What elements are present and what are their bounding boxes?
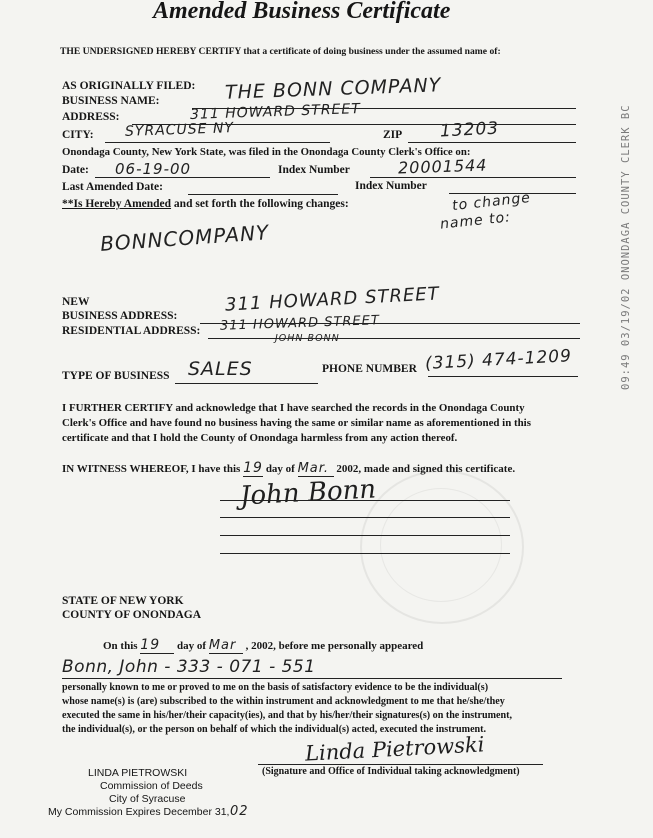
last-amended-label: Last Amended Date: <box>62 181 163 193</box>
witness-suffix: 2002, made and signed this certificate. <box>336 463 516 475</box>
ack-text-2: whose name(s) is (are) subscribed to the within instrument and acknowledgment to me that he/she/they <box>62 696 505 707</box>
filed-statement: Onondaga County, New York State, was filed in the Onondaga County Clerk's Office on: <box>62 146 471 158</box>
city-label: CITY: <box>62 129 94 141</box>
notary-title: Commission of Deeds <box>100 780 203 792</box>
phone-label: PHONE NUMBER <box>322 363 417 375</box>
new-name-value: BONNCOMPANY <box>99 220 270 256</box>
residential-address-line <box>208 338 580 339</box>
as-originally-filed-label: AS ORIGINALLY FILED: <box>62 80 196 92</box>
signature-caption: (Signature and Office of Individual taking acknowledgment) <box>262 766 520 777</box>
ack-month: Mar <box>209 638 243 654</box>
commission-year: 02 <box>230 804 249 819</box>
city-value: SYRACUSE NY <box>124 120 235 140</box>
appeared-value: Bonn, John - 333 - 071 - 551 <box>62 657 316 677</box>
clerk-filing-stamp <box>620 100 640 390</box>
index-number-label: Index Number <box>278 164 350 176</box>
amended-prefix: **Is Hereby Amended <box>62 198 172 210</box>
change-note-2: name to: <box>439 209 512 233</box>
further-certify-2: Clerk's Office and have found no business having the same or similar name as aforementioned in this <box>62 417 531 429</box>
ack-suffix: , 2002, before me personally appeared <box>245 640 424 652</box>
amended-statement <box>62 198 349 210</box>
witness-month: Mar. <box>298 461 334 477</box>
phone-line <box>428 376 578 377</box>
ack-text-4: the individual(s), or the person on behalf of which the individual(s) acted, executed the instrument. <box>62 724 487 735</box>
notary-signature-line <box>258 764 543 765</box>
last-amended-line <box>188 194 338 195</box>
business-address-label: BUSINESS ADDRESS: <box>62 310 178 322</box>
signature-line-3 <box>220 535 510 536</box>
residential-address-value: 311 HOWARD STREET <box>219 313 381 334</box>
witness-day-of: day of <box>265 463 295 475</box>
document-title: Amended Business Certificate <box>153 0 451 24</box>
further-certify-1: I FURTHER CERTIFY and acknowledge that I have searched the records in the Onondaga County <box>62 402 525 414</box>
clerk-stamp-text: 09:49 03/19/02 ONONDAGA COUNTY CLERK BC <box>620 104 632 390</box>
ack-statement <box>103 637 423 654</box>
phone-value: (315) 474-1209 <box>424 346 573 374</box>
signature-line-4 <box>220 553 510 554</box>
date-value: 06-19-00 <box>115 160 192 178</box>
owner-signature: John Bonn <box>239 474 377 512</box>
business-name-value: THE BONN COMPANY <box>224 74 442 104</box>
type-of-business-label: TYPE OF BUSINESS <box>62 370 170 382</box>
appeared-line <box>62 678 562 679</box>
notary-name: LINDA PIETROWSKI <box>88 767 188 779</box>
notary-seal-inner <box>380 488 502 602</box>
zip-label: ZIP <box>383 129 403 141</box>
commission-expires: My Commission Expires December 31, <box>48 806 230 818</box>
further-certify-3: certificate and that I hold the County of Onondaga harmless from any action thereof. <box>62 432 458 444</box>
date-label: Date: <box>62 164 89 176</box>
change-note-1: to change <box>451 189 532 215</box>
state-label: STATE OF NEW YORK <box>62 595 184 607</box>
notary-city: City of Syracuse <box>109 793 186 805</box>
intro-text: THE UNDERSIGNED HEREBY CERTIFY that a certificate of doing business under the assumed name of: <box>60 46 501 57</box>
address-label: ADDRESS: <box>62 111 120 123</box>
on-this-label: On this <box>103 640 138 652</box>
type-of-business-value: SALES <box>188 358 253 380</box>
county-label: COUNTY OF ONONDAGA <box>62 609 202 621</box>
index-number-label-2: Index Number <box>355 180 427 192</box>
zip-line <box>408 142 576 143</box>
notary-signature: Linda Pietrowski <box>304 732 485 766</box>
amended-suffix: and set forth the following changes: <box>173 198 349 210</box>
residential-name-value: JOHN BONN <box>275 333 340 344</box>
index-number-value: 20001544 <box>397 155 488 178</box>
ack-text-1: personally known to me or proved to me on the basis of satisfactory evidence to be the individual(s) <box>62 682 489 693</box>
signature-line-1 <box>220 500 510 501</box>
zip-value: 13203 <box>439 118 500 142</box>
address-value: 311 HOWARD STREET <box>189 101 362 123</box>
witness-prefix: IN WITNESS WHEREOF, I have this <box>62 463 241 475</box>
new-label: NEW <box>62 296 90 308</box>
business-address-value: 311 HOWARD STREET <box>224 283 441 316</box>
residential-address-label: RESIDENTIAL ADDRESS: <box>62 325 201 337</box>
ack-day: 19 <box>140 637 174 654</box>
business-name-label: BUSINESS NAME: <box>62 95 160 107</box>
ack-text-3: executed the same in his/her/their capacity(ies), and that by his/her/their signatures(s) on the instrument, <box>62 710 512 721</box>
witness-day: 19 <box>243 460 263 476</box>
city-line <box>105 142 330 143</box>
ack-day-of: day of <box>177 640 207 652</box>
signature-line-2 <box>220 517 510 518</box>
type-of-business-line <box>175 383 318 384</box>
